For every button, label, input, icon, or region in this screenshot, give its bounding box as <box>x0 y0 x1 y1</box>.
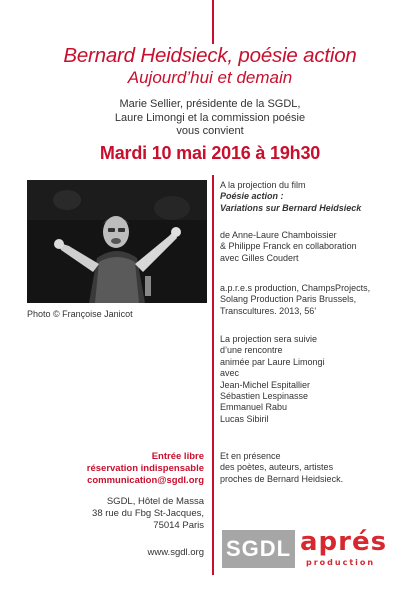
hosts-line: Laure Limongi et la commission poésie <box>114 111 306 124</box>
website-link[interactable]: www.sgdl.org <box>147 547 204 558</box>
event-title: Bernard Heidsieck, poésie action <box>63 44 357 67</box>
divider-line-bottom <box>212 505 214 575</box>
hosts-line: vous convient <box>176 125 244 137</box>
film-title-line: Variations sur Bernard Heidsieck <box>220 202 362 213</box>
event-photo <box>27 180 207 303</box>
event-date: Mardi 10 mai 2016 à 19h30 <box>99 143 321 163</box>
meeting-line: animée par Laure Limongi <box>220 356 325 367</box>
sgdl-logo: SGDL <box>222 530 295 568</box>
production-line: Transcultures. 2013, 56’ <box>220 305 317 316</box>
presence-line: Et en présence <box>220 451 281 461</box>
divider-line-middle <box>212 175 214 505</box>
address-block <box>92 496 204 532</box>
credit-line: avec Gilles Coudert <box>220 252 299 263</box>
entry-email-link[interactable]: communication@sgdl.org <box>87 475 204 486</box>
entry-reservation: réservation indispensable <box>86 463 204 474</box>
presence-line: des poètes, auteurs, artistes <box>220 462 334 473</box>
photo-credit: Photo © Françoise Janicot <box>27 309 133 319</box>
presence-line: proches de Bernard Heidsieck. <box>220 473 344 484</box>
presence-info <box>220 451 415 485</box>
address-line: 38 rue du Fbg St-Jacques, <box>92 508 204 519</box>
production-line: a.p.r.e.s production, ChampsProjects, <box>220 283 371 293</box>
film-intro: A la projection du film <box>220 180 306 190</box>
apres-logo-word: aprés <box>300 527 388 557</box>
film-credits <box>220 230 415 264</box>
meeting-info <box>220 334 415 425</box>
film-production <box>220 283 415 317</box>
credit-line: & Philippe Franck en collaboration <box>220 241 357 252</box>
speaker-name: Sébastien Lespinasse <box>220 391 309 402</box>
entry-free: Entrée libre <box>151 451 204 462</box>
address-line: SGDL, Hôtel de Massa <box>106 496 204 507</box>
meeting-line: avec <box>220 368 240 379</box>
meeting-line: La projection sera suivie <box>220 334 318 344</box>
film-info <box>220 180 415 214</box>
event-subtitle: Aujourd’hui et demain <box>127 68 293 87</box>
apres-production-logo <box>300 527 388 570</box>
credit-line: de Anne-Laure Chamboissier <box>220 230 337 240</box>
address-line: 75014 Paris <box>153 520 204 531</box>
meeting-line: d’une rencontre <box>220 345 283 356</box>
performer-photo-illustration <box>27 180 207 303</box>
production-line: Solang Production Paris Brussels, <box>220 294 357 305</box>
hosts-line: Marie Sellier, présidente de la SGDL, <box>119 98 301 110</box>
film-title-line: Poésie action : <box>220 191 284 202</box>
apres-logo-subtitle: production <box>306 558 376 567</box>
speaker-name: Lucas Sibiril <box>220 413 269 424</box>
divider-line-top <box>212 0 214 44</box>
hosts-block <box>0 98 420 139</box>
entry-info <box>87 451 204 487</box>
speaker-name: Jean-Michel Espitallier <box>220 379 311 390</box>
speaker-name: Emmanuel Rabu <box>220 402 288 413</box>
